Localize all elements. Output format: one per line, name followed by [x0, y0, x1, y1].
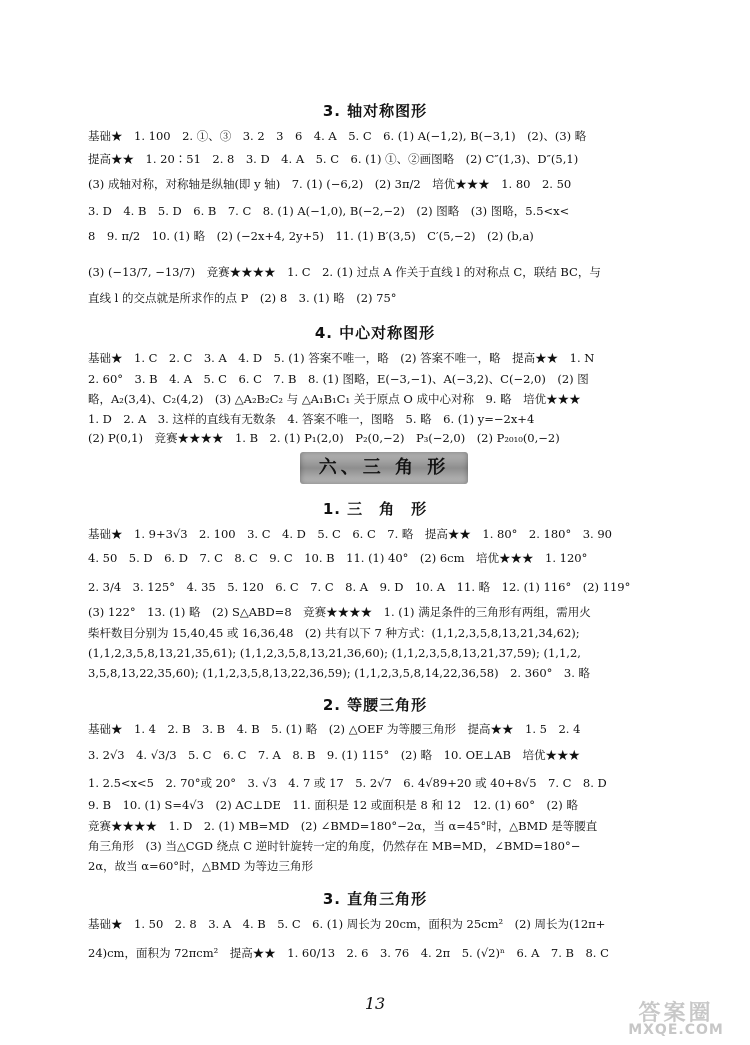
watermark-url: MXQE.COM [628, 1022, 724, 1038]
answer-line: 3,5,8,13,22,35,60); (1,1,2,3,5,8,13,22,36,59); (1,1,2,3,5,8,14,22,36,58) 2. 360° 3. 略 [88, 666, 591, 680]
answer-line: 柴杆数目分别为 15,40,45 或 16,36,48 (2) 共有以下 7 种方式：(1,1,2,3,5,8,13,21,34,62); [88, 626, 580, 640]
answer-line: 9. B 10. (1) S=4√3 (2) AC⊥DE 11. 面积是 12 或面积是 8 和 12 12. (1) 60° (2) 略 [88, 798, 578, 812]
answer-line: (2) P(0,1) 竞赛★★★★ 1. B 2. (1) P₁(2,0) P₂(0,−2) P₃(−2,0) (2) P₂₀₁₀(0,−2) [88, 431, 560, 445]
answer-line: 略，A₂(3,4)、C₂(4,2) (3) △A₂B₂C₂ 与 △A₁B₁C₁ 关于原点 O 成中心对称 9. 略 培优★★★ [88, 392, 581, 406]
answer-line: 竞赛★★★★ 1. D 2. (1) MB=MD (2) ∠BMD=180°−2α，当 α=45°时，△BMD 是等腰直 [88, 819, 598, 833]
answer-line: 4. 50 5. D 6. D 7. C 8. C 9. C 10. B 11. (1) 40° (2) 6cm 培优★★★ 1. 120° [88, 551, 588, 565]
answer-line: 2. 3/4 3. 125° 4. 35 5. 120 6. C 7. C 8. A 9. D 10. A 11. 略 12. (1) 116° (2) 119° [88, 580, 631, 594]
answer-line: 直线 l 的交点就是所求作的点 P (2) 8 3. (1) 略 (2) 75° [88, 291, 397, 305]
answer-line: 3. D 4. B 5. D 6. B 7. C 8. (1) A(−1,0), B(−2,−2) (2) 图略 (3) 图略，5.5<x< [88, 204, 570, 218]
answer-line: 24)cm，面积为 72πcm² 提高★★ 1. 60/13 2. 6 3. 76 4. 2π 5. (√2)ⁿ 6. A 7. B 8. C [88, 946, 609, 960]
section-title-triangle: 1. 三 角 形 [322, 500, 428, 518]
answer-line: (3) 122° 13. (1) 略 (2) S△ABD=8 竞赛★★★★ 1. (1) 满足条件的三角形有两组，需用火 [88, 605, 591, 619]
answer-line: 1. 2.5<x<5 2. 70°或 20° 3. √3 4. 7 或 17 5. 2√7 6. 4√89+20 或 40+8√5 7. C 8. D [88, 776, 607, 790]
answer-line: (3) 成轴对称，对称轴是纵轴(即 y 轴) 7. (1) (−6,2) (2) 3π/2 培优★★★ 1. 80 2. 50 [88, 177, 572, 191]
section-title-axis-symmetry: 3. 轴对称图形 [322, 102, 428, 120]
answer-line: 1. D 2. A 3. 这样的直线有无数条 4. 答案不唯一，图略 5. 略 6. (1) y=−2x+4 [88, 412, 535, 426]
answer-line: 8 9. π/2 10. (1) 略 (2) (−2x+4, 2y+5) 11. (1) B′(3,5) C′(5,−2) (2) (b,a) [88, 229, 534, 243]
answer-line: 2. 60° 3. B 4. A 5. C 6. C 7. B 8. (1) 图略，E(−3,−1)、A(−3,2)、C(−2,0) (2) 图 [88, 372, 589, 386]
watermark [606, 996, 746, 1040]
answer-line: 基础★ 1. 9+3√3 2. 100 3. C 4. D 5. C 6. C 7. 略 提高★★ 1. 80° 2. 180° 3. 90 [88, 527, 612, 541]
section-title-center-symmetry: 4. 中心对称图形 [314, 324, 436, 342]
answer-line: 3. 2√3 4. √3/3 5. C 6. C 7. A 8. B 9. (1) 115° (2) 略 10. OE⊥AB 培优★★★ [88, 748, 580, 762]
answer-line: 角三角形 (3) 当△CGD 绕点 C 逆时针旋转一定的角度，仍然存在 MB=MD，∠BMD=180°− [88, 839, 581, 853]
answer-line: 基础★ 1. 4 2. B 3. B 4. B 5. (1) 略 (2) △OEF 为等腰三角形 提高★★ 1. 5 2. 4 [88, 722, 581, 736]
section-title-right-triangle: 3. 直角三角形 [322, 890, 428, 908]
chapter-banner: 六、三 角 形 [300, 452, 468, 484]
answer-line: 基础★ 1. C 2. C 3. A 4. D 5. (1) 答案不唯一，略 (2) 答案不唯一，略 提高★★ 1. N [88, 351, 595, 365]
answer-line: (1,1,2,3,5,8,13,21,35,61); (1,1,2,3,5,8,13,21,36,60); (1,1,2,3,5,8,13,21,37,59); (1,1,2, [88, 646, 581, 660]
page-number: 13 [364, 994, 386, 1013]
answer-line: 基础★ 1. 100 2. ①、③ 3. 2 3 6 4. A 5. C 6. (1) A(−1,2), B(−3,1) (2)、(3) 略 [88, 129, 587, 143]
section-title-isosceles: 2. 等腰三角形 [322, 696, 428, 714]
watermark-logo: 答案圈 [638, 1001, 714, 1026]
answer-line: (3) (−13/7, −13/7) 竞赛★★★★ 1. C 2. (1) 过点 A 作关于直线 l 的对称点 C，联结 BC，与 [88, 265, 601, 279]
answer-line: 提高★★ 1. 20∶51 2. 8 3. D 4. A 5. C 6. (1) ①、②画图略 (2) C″(1,3)、D″(5,1) [88, 152, 579, 166]
answer-line: 基础★ 1. 50 2. 8 3. A 4. B 5. C 6. (1) 周长为 20cm，面积为 25cm² (2) 周长为(12π+ [88, 917, 606, 931]
answer-line: 2α，故当 α=60°时，△BMD 为等边三角形 [88, 859, 313, 873]
